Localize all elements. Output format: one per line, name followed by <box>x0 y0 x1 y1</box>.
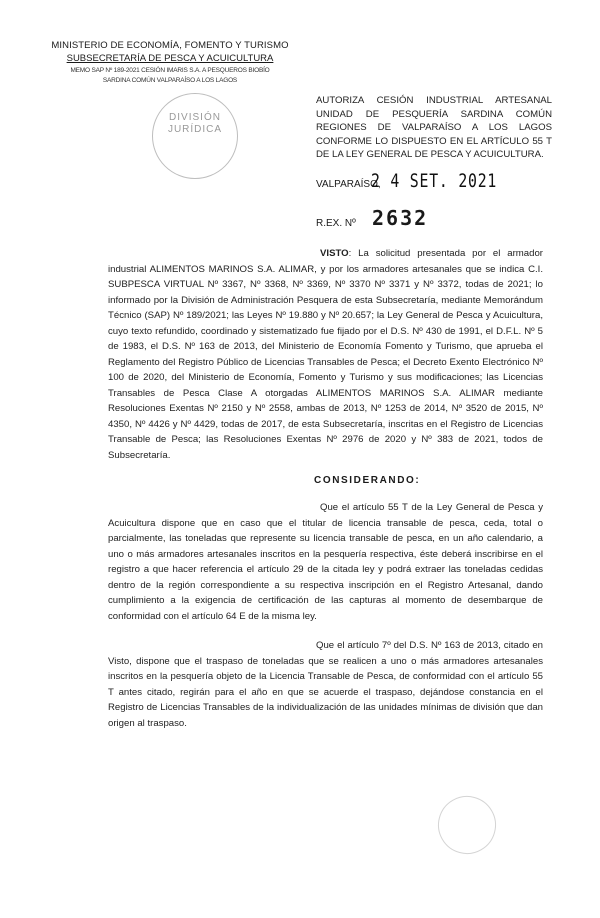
considerando-paragraph-1: Que el artículo 55 T de la Ley General de Pesca y Acuicultura dispone que en caso que el titular de licencia transable de pesca, ceda, total o parcialmente, las toneladas que represente su licencia transable de pesca, en un año calendario, a uno o más armadores artesanales inscritos en la pesquería respectiva, éste deberá inscribirse en el registro a que hacer referencia el artículo 29 de la citada ley y podrá extraer las toneladas cedidas dentro de la región correspondiente a su respectiva inscripción en el Registro Artesanal, dando cumplimiento a la exigencia de certificación de las capturas al momento de desembarque de conformidad con el artículo 64 E de la misma ley. <box>108 502 543 622</box>
rex-label: R.EX. Nº <box>316 218 356 229</box>
ministry-name: MINISTERIO DE ECONOMÍA, FOMENTO Y TURISMO <box>51 40 289 51</box>
letterhead <box>40 40 300 84</box>
seal-text: DIVISIÓN JURÍDICA <box>167 112 223 135</box>
rex-number: 2632 <box>372 206 429 230</box>
place-label: VALPARAÍSO, <box>316 179 381 190</box>
considerando-heading: CONSIDERANDO: <box>314 475 421 486</box>
memo-reference-line2: SARDINA COMÚN VALPARAÍSO A LOS LAGOS <box>102 77 238 84</box>
subsecretaria-name: SUBSECRETARÍA DE PESCA Y ACUICULTURA <box>66 53 274 64</box>
stamped-date: 2 4 SET. 2021 <box>371 170 498 192</box>
visto-paragraph <box>108 246 543 463</box>
initials-stamp <box>427 785 506 864</box>
memo-reference-line1: MEMO SAP Nº 189-2021 CESIÓN IMARIS S.A. A PESQUEROS BIOBÍO <box>70 67 270 74</box>
considerando-paragraph-2: Que el artículo 7º del D.S. Nº 163 de 2013, citado en Visto, dispone que el traspaso de toneladas que se realicen a uno o más armadores artesanales inscritos en la pesquería objeto de la Licencia Transable de Pesca, de conformidad con el artículo 55 T antes citado, regirán para el año en que se acuerde el traspaso, dejándose constancia en el Registro de Licencias Transables de la individualización de las unidades mínimas de división que dan origen al traspaso. <box>108 640 543 729</box>
visto-label: VISTO <box>320 248 349 259</box>
visto-text: : La solicitud presentada por el armador industrial ALIMENTOS MARINOS S.A. ALIMAR, y por los armadores artesanales que se indica C.I. SUBPESCA VIRTUAL Nº 3367, Nº 3368, Nº 3369, Nº 3370 Nº 3371 y Nº 3372, todas de 2021; lo informado por la División de Administración Pesquera de esta Subsecretaría, mediante Memorándum Técnico (SAP) Nº 189/2021; las Leyes Nº 19.880 y Nº 20.657; la Ley General de Pesca y Acuicultura, cuyo texto refundido, coordinado y sistematizado fue fijado por el D.S. Nº 430 de 1991, el D.F.L. Nº 5 de 1983, el D.S. Nº 163 de 2013, del Ministerio de Economía Fomento y Turismo, que aprueba el Reglamento del Registro Público de Licencias Transables de Pesca; el Decreto Exento Electrónico Nº 100 de 2020, del Ministerio de Economía, Fomento y Turismo y sus modificaciones; las Licencias Transables de Pesca Clase A otorgadas ALIMENTOS MARINOS S.A. ALIMAR mediante Resoluciones Exentas Nº 2150 y Nº 2558, ambas de 2013, Nº 1253 de 2014, Nº 3520 de 2015, Nº 4350, Nº 4426 y Nº 4429, todas de 2017, de esta Subsecretaría, inscritas en el Registro de Licencias Transable de Pesca; las Resoluciones Exentas Nº 2976 de 2020 y Nº 383 de 2021, todos de Subsecretaría. <box>108 248 543 461</box>
resolution-subject: AUTORIZA CESIÓN INDUSTRIAL ARTESANAL UNIDAD DE PESQUERÍA SARDINA COMÚN REGIONES DE VALPARAÍSO A LOS LAGOS CONFORME LO DISPUESTO EN EL ARTÍCULO 55 T DE LA LEY GENERAL DE PESCA Y ACUICULTURA. <box>316 95 552 161</box>
division-juridica-seal <box>152 93 238 179</box>
